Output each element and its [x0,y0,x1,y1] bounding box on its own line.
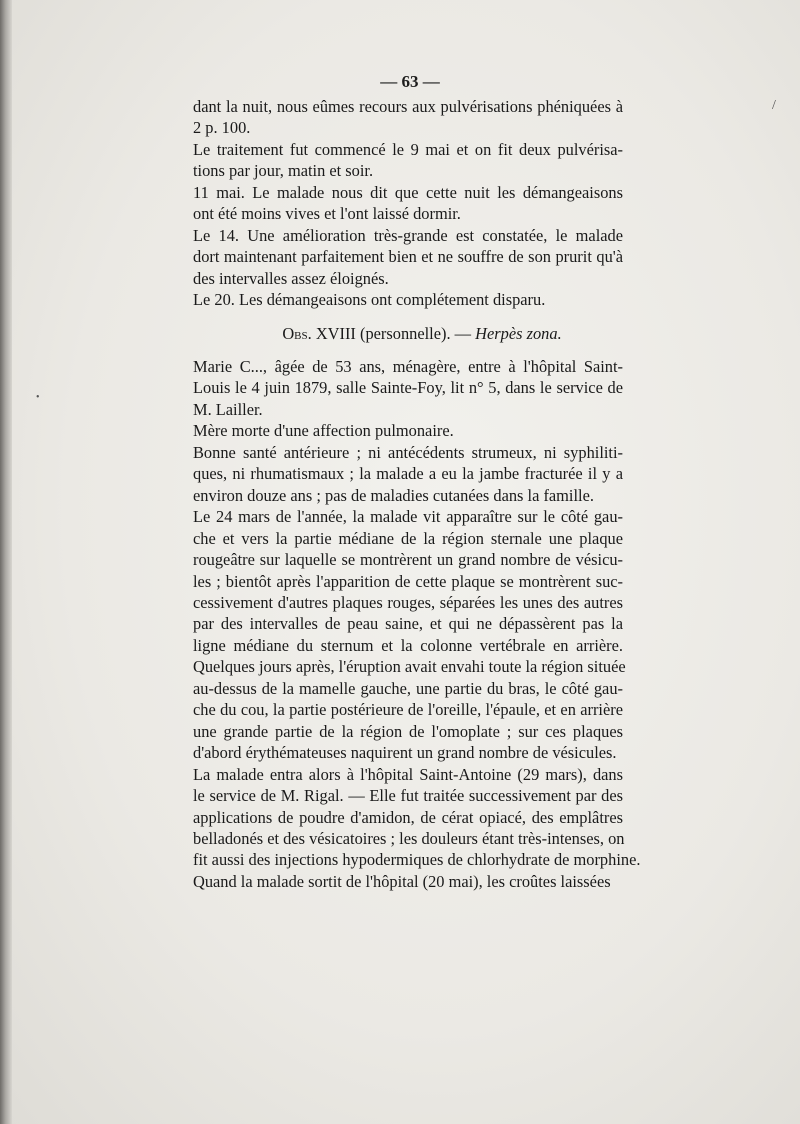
text-line: au-dessus de la mamelle gauche, une partie du bras, le côté gau- [193,678,623,698]
text-line: dort maintenant parfaitement bien et ne souffre de son prurit qu'à [193,247,623,267]
text-line: 11 mai. Le malade nous dit que cette nuit les démangeaisons [193,182,623,202]
text-line: Quelques jours après, l'éruption avait envahi toute la région située [193,657,626,677]
observation-title: Herpès zona. [475,323,562,343]
text-line: dant la nuit, nous eûmes recours aux pulvérisations phéniquées à [193,97,623,116]
text-line: fit aussi des injections hypodermiques de chlorhydrate de morphine. [193,850,641,870]
text-line: tions par jour, matin et soir. [193,161,374,181]
text-line: Quand la malade sortit de l'hôpital (20 mai), les croûtes laissées [193,871,611,891]
text-line: le service de M. Rigal. — Elle fut traitée successivement par des [193,786,623,806]
document-body [193,96,641,892]
text-line: Marie C..., âgée de 53 ans, ménagère, entre à l'hôpital Saint- [193,356,623,376]
text-line: ques, ni rhumatismaux ; la malade a eu la jambe fracturée il y a [193,464,623,484]
margin-dot: • [36,392,40,403]
text-line: Le 20. Les démangeaisons ont complétement disparu. [193,290,546,310]
text-line: 2 p. 100. [193,118,251,138]
page-binding-shadow [0,0,12,1124]
text-line: Mère morte d'une affection pulmonaire. [193,421,454,441]
text-block-after-heading [193,356,641,892]
text-line: rougeâtre sur laquelle se montrèrent un grand nombre de vésicu- [193,550,623,570]
text-line: Le 24 mars de l'année, la malade vit apparaître sur le côté gau- [193,507,623,527]
text-line: La malade entra alors à l'hôpital Saint-Antoine (29 mars), dans [193,764,623,784]
text-line: par des intervalles de peau saine, et qui ne dépassèrent pas la [193,614,623,634]
text-line: Le traitement fut commencé le 9 mai et on fit deux pulvérisa- [193,139,623,159]
text-line: che et vers la partie médiane de la région sternale une plaque [193,528,623,548]
text-line: les ; bientôt après l'apparition de cette plaque se montrèrent suc- [193,571,623,591]
text-line: applications de poudre d'amidon, de cérat opiacé, des emplâtres [193,807,623,827]
text-line: ont été moins vives et l'ont laissé dormir. [193,204,461,224]
text-line: che du cou, la partie postérieure de l'oreille, l'épaule, et en arrière [193,700,623,720]
text-line: des intervalles assez éloignés. [193,268,389,288]
text-line: une grande partie de la région de l'omoplate ; sur ces plaques [193,721,623,741]
text-line: belladonés et des vésicatoires ; les douleurs étant très-intenses, on [193,828,625,848]
text-line: cessivement d'autres plaques rouges, séparées les unes des autres [193,592,623,612]
text-line: Bonne santé antérieure ; ni antécédents strumeux, ni syphiliti- [193,442,623,462]
text-line: ligne médiane du sternum et la colonne vertébrale en arrière. [193,635,623,655]
heading-dash: — [454,323,472,343]
text-block-before-heading [193,96,623,311]
observation-heading [193,323,623,344]
text-line: Le 14. Une amélioration très-grande est constatée, le malade [193,225,623,245]
text-line: environ douze ans ; pas de maladies cutanées dans la famille. [193,485,594,505]
text-line: M. Lailler. [193,399,263,419]
text-line: d'abord érythémateuses naquirent un grand nombre de vésicules. [193,743,617,763]
observation-qualifier: (personnelle). [359,323,451,343]
observation-number: XVIII [315,323,356,343]
page-number: — 63 — [380,72,440,91]
text-line: Louis le 4 juin 1879, salle Sainte-Foy, lit n° 5, dans le service de [193,378,623,398]
margin-speck: / [772,98,776,113]
observation-label: Obs. [282,323,312,343]
